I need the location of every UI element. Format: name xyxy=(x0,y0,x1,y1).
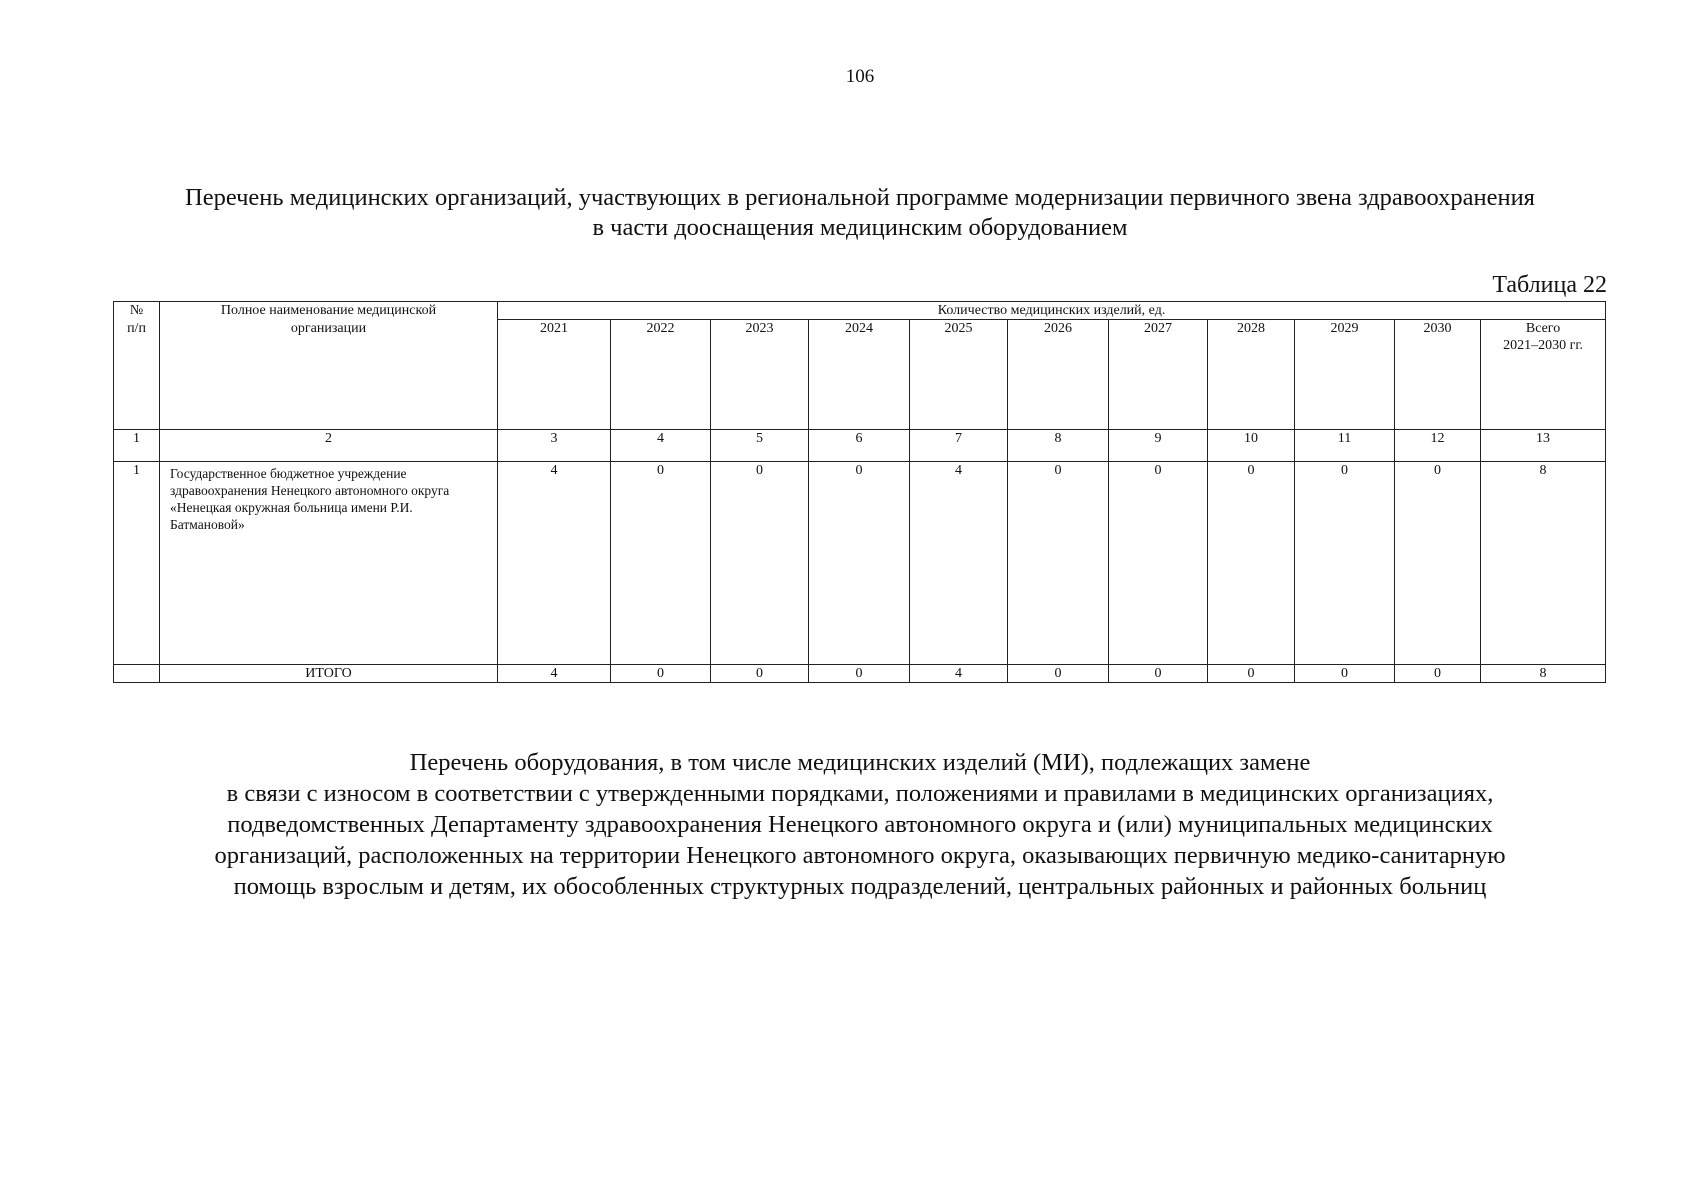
table-title xyxy=(110,183,1610,243)
column-number-cell: 6 xyxy=(809,430,910,462)
header-row xyxy=(114,302,1606,320)
value-cell: 0 xyxy=(1109,462,1208,665)
page-number: 106 xyxy=(845,66,875,87)
row-number-cell: 1 xyxy=(114,462,160,665)
equipment-list-title-line: подведомственных Департаменту здравоохранения Ненецкого автономного округа и (или) муниципальных медицинских xyxy=(227,811,1493,838)
total-value-cell: 0 xyxy=(1008,665,1109,683)
header-year-cell: 2021 xyxy=(498,320,611,430)
equipment-count-table xyxy=(113,301,1606,683)
value-cell: 0 xyxy=(1295,462,1395,665)
header-year-cell: 2023 xyxy=(711,320,809,430)
total-row-empty-cell xyxy=(114,665,160,683)
column-number-cell: 13 xyxy=(1481,430,1606,462)
value-cell: 4 xyxy=(498,462,611,665)
total-value-cell: 0 xyxy=(611,665,711,683)
column-number-cell: 12 xyxy=(1395,430,1481,462)
header-group-cell: Количество медицинских изделий, ед. xyxy=(498,302,1606,320)
total-value-cell: 0 xyxy=(809,665,910,683)
total-value-cell: 0 xyxy=(1208,665,1295,683)
value-cell: 0 xyxy=(1208,462,1295,665)
equipment-list-title xyxy=(110,747,1610,902)
header-cell-no-bottom: п/п xyxy=(114,320,160,430)
total-label-cell: ИТОГО xyxy=(160,665,498,683)
total-value-cell: 4 xyxy=(498,665,611,683)
table-title-line-2: в части дооснащения медицинским оборудованием xyxy=(592,214,1128,241)
header-year-cell: 2029 xyxy=(1295,320,1395,430)
equipment-list-title-line: организаций, расположенных на территории Ненецкого автономного округа, оказывающих первичную медико-санитарную xyxy=(214,842,1506,869)
organization-name-cell: Государственное бюджетное учреждение здравоохранения Ненецкого автономного округа «Ненецкая окружная больница имени Р.И. Батмановой» xyxy=(160,462,498,665)
value-cell: 0 xyxy=(1008,462,1109,665)
column-number-cell: 1 xyxy=(114,430,160,462)
grand-total-cell: 8 xyxy=(1481,665,1606,683)
column-number-cell: 2 xyxy=(160,430,498,462)
header-cell-name-top: Полное наименование медицинской xyxy=(160,302,498,320)
column-number-row xyxy=(114,430,1606,462)
header-year-cell: 2025 xyxy=(910,320,1008,430)
equipment-list-title-line: Перечень оборудования, в том числе медицинских изделий (МИ), подлежащих замене xyxy=(409,749,1311,776)
header-total-cell: Всего 2021–2030 гг. xyxy=(1481,320,1606,430)
column-number-cell: 10 xyxy=(1208,430,1295,462)
header-cell-name-bottom: организации xyxy=(160,320,498,430)
equipment-list-title-line: помощь взрослым и детям, их обособленных структурных подразделений, центральных районных и районных больниц xyxy=(233,873,1487,900)
total-value-cell: 0 xyxy=(1295,665,1395,683)
header-year-cell: 2030 xyxy=(1395,320,1481,430)
column-number-cell: 8 xyxy=(1008,430,1109,462)
column-number-cell: 7 xyxy=(910,430,1008,462)
row-total-cell: 8 xyxy=(1481,462,1606,665)
header-year-cell: 2026 xyxy=(1008,320,1109,430)
table-title-line-1: Перечень медицинских организаций, участвующих в региональной программе модернизации первичного звена здравоохранения xyxy=(185,184,1535,211)
table-label: Таблица 22 xyxy=(1492,272,1607,298)
column-number-cell: 3 xyxy=(498,430,611,462)
column-number-cell: 4 xyxy=(611,430,711,462)
header-year-cell: 2024 xyxy=(809,320,910,430)
header-cell-no-top: № xyxy=(114,302,160,320)
total-row xyxy=(114,665,1606,683)
value-cell: 4 xyxy=(910,462,1008,665)
header-year-cell: 2027 xyxy=(1109,320,1208,430)
value-cell: 0 xyxy=(711,462,809,665)
table-row xyxy=(114,462,1606,665)
value-cell: 0 xyxy=(809,462,910,665)
total-value-cell: 0 xyxy=(711,665,809,683)
column-number-cell: 5 xyxy=(711,430,809,462)
header-year-cell: 2022 xyxy=(611,320,711,430)
column-number-cell: 11 xyxy=(1295,430,1395,462)
total-value-cell: 0 xyxy=(1395,665,1481,683)
total-value-cell: 4 xyxy=(910,665,1008,683)
equipment-list-title-line: в связи с износом в соответствии с утвержденными порядками, положениями и правилами в медицинских организациях, xyxy=(226,780,1494,807)
header-years-row xyxy=(114,320,1606,430)
column-number-cell: 9 xyxy=(1109,430,1208,462)
header-year-cell: 2028 xyxy=(1208,320,1295,430)
total-value-cell: 0 xyxy=(1109,665,1208,683)
value-cell: 0 xyxy=(611,462,711,665)
value-cell: 0 xyxy=(1395,462,1481,665)
